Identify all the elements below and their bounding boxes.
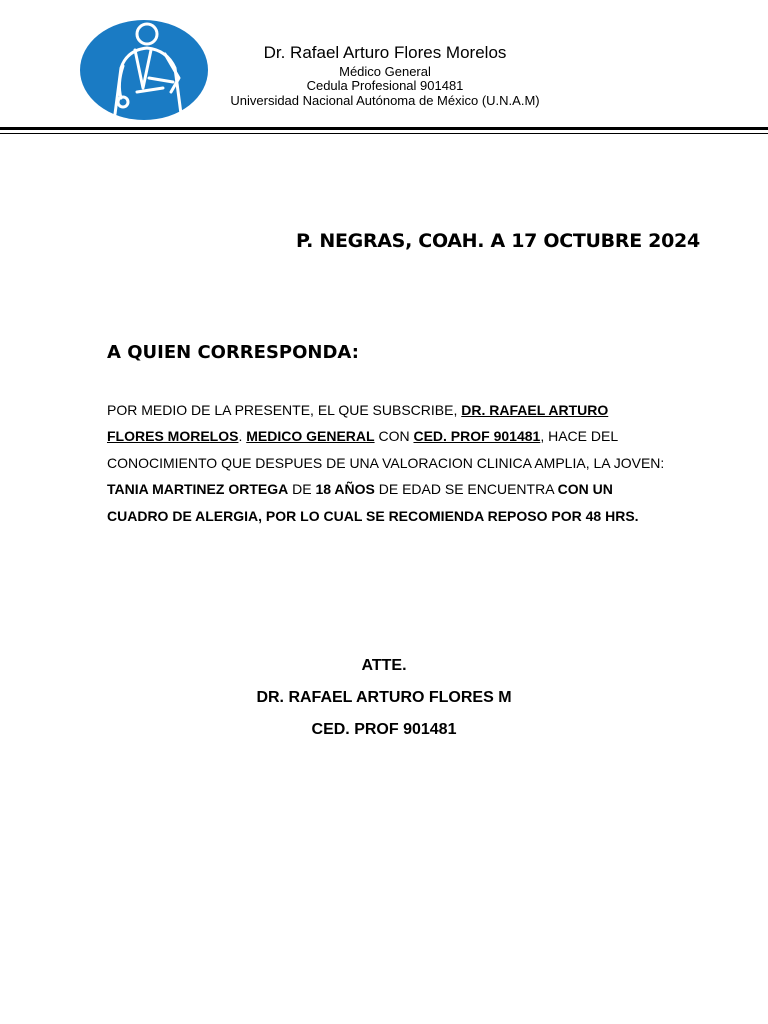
- body-text-6: DE EDAD SE ENCUENTRA: [374, 481, 558, 498]
- university: Universidad Nacional Autónoma de México (U.N.A.M): [230, 93, 540, 109]
- header-divider-thick: [0, 127, 768, 130]
- doctor-name: Dr. Rafael Arturo Flores Morelos: [263, 43, 507, 62]
- signature-closing: ATTE.: [361, 657, 407, 674]
- signature-block: [184, 650, 584, 746]
- body-text-4: , HACE DEL CONOCIMIENTO QUE DESPUES DE UNA VALORACION CLINICA AMPLIA, LA JOVEN:: [107, 428, 665, 471]
- logo-ellipse: [80, 20, 208, 120]
- license-number: Cedula Profesional 901481: [306, 78, 464, 94]
- body-patient-name: TANIA MARTINEZ ORTEGA: [107, 481, 289, 498]
- body-text-2: .: [238, 428, 247, 445]
- letterhead: [212, 43, 558, 109]
- doctor-logo: [79, 18, 211, 124]
- signature-name: DR. RAFAEL ARTURO FLORES M: [256, 689, 512, 706]
- body-doctor-name: DR. RAFAEL ARTURO FLORES MORELOS: [107, 402, 609, 445]
- specialty: Médico General: [339, 63, 431, 79]
- salutation: A QUIEN CORRESPONDA:: [107, 342, 359, 363]
- body-text-3: CON: [374, 428, 414, 445]
- header-divider-thin: [0, 133, 768, 134]
- body-text-5: DE: [288, 481, 316, 498]
- body-age: 18 AÑOS: [315, 481, 375, 498]
- body-title: MEDICO GENERAL: [246, 428, 375, 445]
- body-text-1: POR MEDIO DE LA PRESENTE, EL QUE SUBSCRIBE,: [107, 402, 462, 418]
- signature-license: CED. PROF 901481: [311, 721, 457, 738]
- letter-body: [107, 397, 667, 529]
- body-license: CED. PROF 901481: [413, 428, 541, 445]
- place-date: P. NEGRAS, COAH. A 17 OCTUBRE 2024: [296, 230, 700, 252]
- body-diagnosis: CON UN CUADRO DE ALERGIA, POR LO CUAL SE RECOMIENDA REPOSO POR 48 HRS.: [107, 481, 639, 524]
